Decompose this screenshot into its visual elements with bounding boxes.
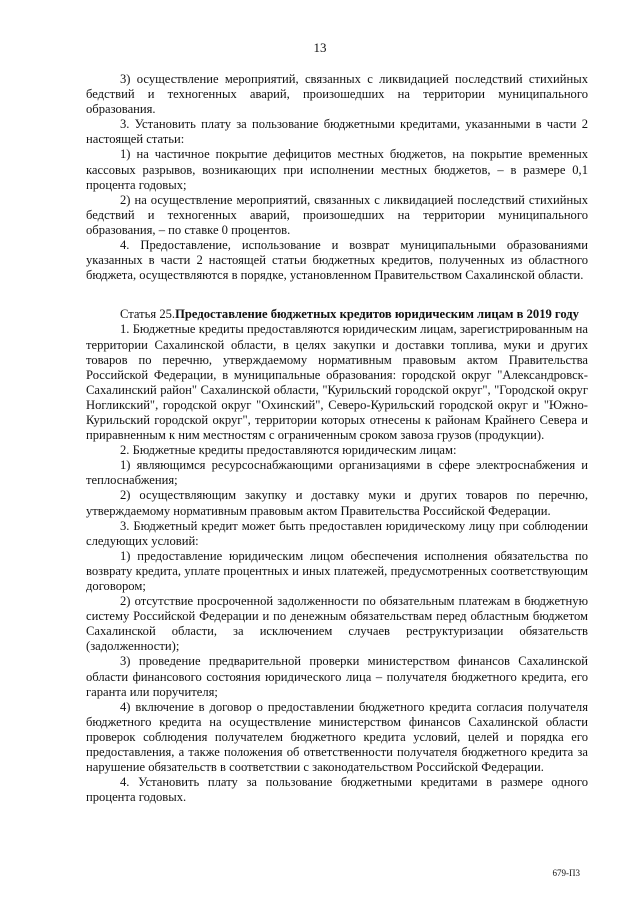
paragraph-body-7: 2) отсутствие просроченной задолженности по обязательным платежам в бюджетную систему Российской Федерации и по денежным обязательствам перед областным бюджетом Сахалинской области, за исключением случаев реструктуризации обязательств (задолженности); (86, 594, 588, 654)
paragraph-body-3: 1) являющимся ресурсоснабжающими организациями в сфере электроснабжения и теплоснабжения; (86, 458, 588, 488)
article-label: Статья 25. (120, 307, 176, 322)
paragraph-body-4: 2) осуществляющим закупку и доставку муки и других товаров по перечню, утверждаемому нормативным правовым актом Правительства Российской Федерации. (86, 488, 588, 518)
paragraph-body-10: 4. Установить плату за пользование бюджетными кредитами в размере одного процента годовых. (86, 775, 588, 805)
paragraph-top-5: 4. Предоставление, использование и возврат муниципальными образованиями указанных в части 2 настоящей статьи бюджетных кредитов, полученных из областного бюджета, осуществляются в порядке, установленном Правительством Сахалинской области. (86, 238, 588, 283)
paragraph-top-4: 2) на осуществление мероприятий, связанных с ликвидацией последствий стихийных бедствий и техногенных аварий, произошедших на территории муниципального образования, – по ставке 0 процентов. (86, 192, 588, 237)
paragraph-body-8: 3) проведение предварительной проверки министерством финансов Сахалинской области финансового состояния юридического лица – получателя бюджетного кредита, его гаранта или поручителя; (86, 654, 588, 699)
article-title: Предоставление бюджетных кредитов юридическим лицам в 2019 году (175, 307, 579, 322)
paragraph-top-2: 3. Установить плату за пользование бюджетными кредитами, указанными в части 2 настоящей статьи: (86, 117, 588, 147)
paragraph-body-6: 1) предоставление юридическим лицом обеспечения исполнения обязательства по возврату кредита, уплате процентных и иных платежей, предусмотренных соответствующим договором; (86, 548, 588, 593)
footer-code: 679-П3 (552, 868, 580, 878)
paragraph-top-3: 1) на частичное покрытие дефицитов местных бюджетов, на покрытие временных кассовых разрывов, возникающих при исполнении местных бюджетов, – в размере 0,1 процента годовых; (86, 147, 588, 192)
paragraph-top-1: 3) осуществление мероприятий, связанных с ликвидацией последствий стихийных бедствий и техногенных аварий, произошедших на территории муниципального образования. (86, 72, 588, 117)
paragraph-body-1: 1. Бюджетные кредиты предоставляются юридическим лицам, зарегистрированным на территории Сахалинской области, в целях закупки и доставки топлива, муки и других товаров по перечню, утверждаемому нормативным правовым актом Правительства Российской Федерации, в муниципальные образования: городской округ "Александровск-Сахалинский район" Сахалинской области, "Курильский городской округ", "Городской округ Ногликский", городской округ "Охинский", Северо-Курильский городской округ и "Южно-Курильский городской округ", территории которых отнесены к районам Крайнего Севера и приравненным к ним местностям с ограниченным сроком завоза грузов (продукции). (86, 322, 588, 443)
document-body (86, 72, 588, 805)
article-heading (86, 307, 588, 322)
paragraph-body-2: 2. Бюджетные кредиты предоставляются юридическим лицам: (120, 443, 457, 458)
paragraph-body-9: 4) включение в договор о предоставлении бюджетного кредита согласия получателя бюджетного кредита на осуществление министерством финансов Сахалинской области проверок соблюдения получателем бюджетного кредита условий, целей и порядка его предоставления, а также положения об ответственности получателя бюджетного кредита за нарушение обязательств в соответствии с законодательством Российской Федерации. (86, 699, 588, 775)
paragraph-body-5: 3. Бюджетный кредит может быть предоставлен юридическому лицу при соблюдении следующих условий: (86, 518, 588, 548)
page-number: 13 (313, 40, 327, 55)
